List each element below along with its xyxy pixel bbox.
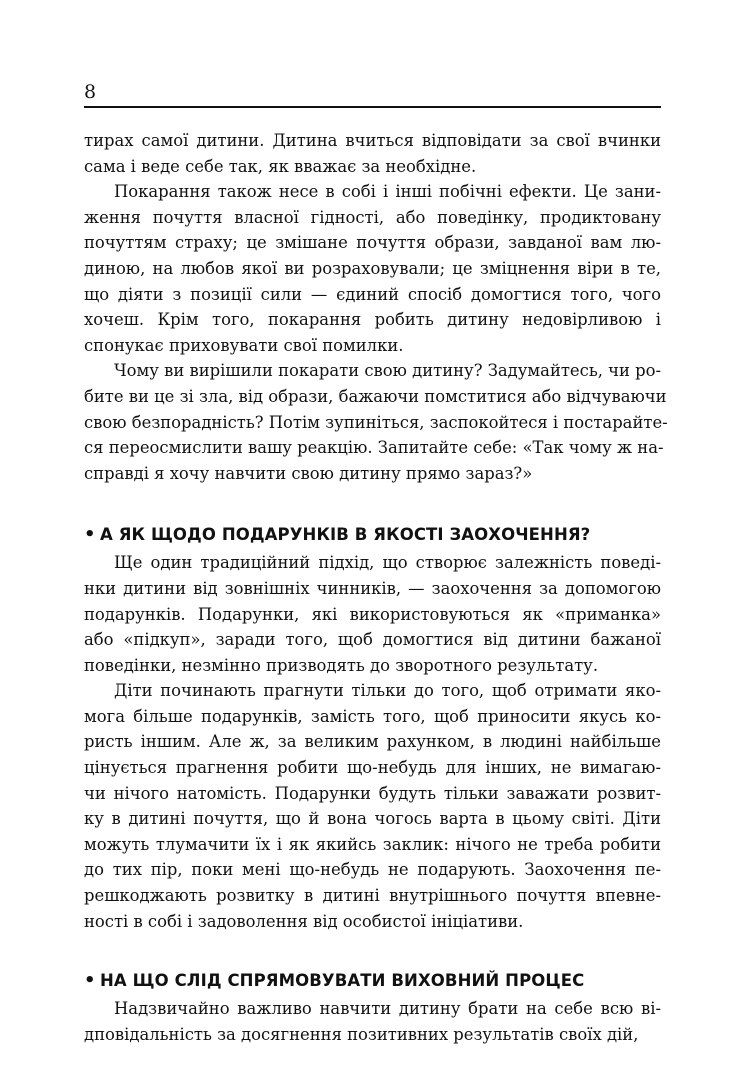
paragraph — [84, 996, 661, 1047]
text-line: цінується прагнення робити що-небудь для інших, не вимагаю- — [84, 758, 661, 778]
text-line: тирах самої дитини. Дитина вчиться відповідати за свої вчинки — [84, 131, 661, 150]
paragraph — [84, 128, 661, 179]
header-rule — [84, 106, 661, 108]
text-line: поведінки, незмінно призводять до зворотного результату. — [84, 655, 599, 675]
section-rewards — [84, 550, 661, 934]
heading-text: А ЯК ЩОДО ПОДАРУНКІВ В ЯКОСТІ ЗАОХОЧЕННЯ? — [100, 525, 591, 545]
text-line: ся переосмислити вашу реакцію. Запитайте себе: «Так чому ж на- — [84, 438, 664, 458]
paragraph — [84, 179, 661, 358]
page-number: 8 — [84, 81, 97, 103]
section-heading-rewards — [84, 522, 661, 547]
paragraph — [84, 358, 668, 486]
text-line: Ще один традиційний підхід, що створює залежність поведі- — [114, 553, 661, 573]
text-line: почуттям страху; це змішане почуття образи, завданої вам лю- — [84, 233, 661, 253]
text-line: нки дитини від зовнішніх чинників, — заохочення за допомогою — [84, 578, 661, 598]
text-line: ку в дитині почуття, що й вона чогось варта в цьому світі. Діти — [84, 809, 661, 829]
text-line: чи нічого натомість. Подарунки будуть тільки заважати розвит- — [84, 783, 661, 803]
page-body — [84, 128, 668, 1047]
text-line: подарунків. Подарунки, які використовуються як «приманка» — [84, 604, 661, 624]
text-line: Чому ви вирішили покарати свою дитину? Задумайтесь, чи ро- — [114, 361, 662, 381]
text-line: спонукає приховувати свої помилки. — [84, 335, 404, 355]
section-upbringing — [84, 996, 661, 1047]
text-line: ження почуття власної гідності, або поведінку, продиктовану — [84, 207, 661, 227]
bullet-icon: • — [84, 524, 96, 546]
text-line: хочеш. Крім того, покарання робить дитину недовірливою і — [84, 310, 661, 330]
section-heading-upbringing — [84, 968, 661, 993]
text-line: диною, на любов якої ви розраховували; це зміцнення віри в те, — [84, 258, 661, 278]
text-line: до тих пір, поки мені що-небудь не подарують. Заохочення пе- — [84, 860, 661, 880]
text-line: Діти починають прагнути тільки до того, щоб отримати яко- — [114, 681, 661, 701]
text-line: ності в собі і задоволення від особистої ініціативи. — [84, 911, 524, 931]
text-line: Покарання також несе в собі і інші побічні ефекти. Це зани- — [114, 182, 661, 202]
text-line: можуть тлумачити їх і як якийсь заклик: нічого не треба робити — [84, 834, 661, 854]
text-line: сама і веде себе так, як вважає за необхідне. — [84, 156, 477, 176]
paragraph — [84, 678, 661, 934]
heading-text: НА ЩО СЛІД СПРЯМОВУВАТИ ВИХОВНИЙ ПРОЦЕС — [100, 971, 585, 991]
text-line: що діяти з позиції сили — єдиний спосіб домогтися того, чого — [84, 284, 661, 304]
text-line: або «підкуп», заради того, щоб домогтися від дитини бажаної — [84, 630, 661, 650]
bullet-icon: • — [84, 970, 96, 992]
paragraph — [84, 550, 661, 678]
section-intro — [84, 128, 668, 486]
text-line: Надзвичайно важливо навчити дитину брати на себе всю ві- — [114, 999, 661, 1019]
text-line: ристь іншим. Але ж, за великим рахунком, в людині найбільше — [84, 732, 661, 752]
text-line: дповідальність за досягнення позитивних результатів своїх дій, — [84, 1024, 639, 1044]
text-line: мога більше подарунків, замість того, щоб приносити якусь ко- — [84, 706, 661, 726]
text-line: свою безпорадність? Потім зупиніться, заспокойтеся і постарайте- — [84, 412, 668, 432]
text-line: решкоджають розвитку в дитині внутрішнього почуття впевне- — [84, 886, 661, 906]
text-line: справді я хочу навчити свою дитину прямо зараз?» — [84, 463, 533, 483]
text-line: бите ви це зі зла, від образи, бажаючи помститися або відчуваючи — [84, 386, 667, 406]
